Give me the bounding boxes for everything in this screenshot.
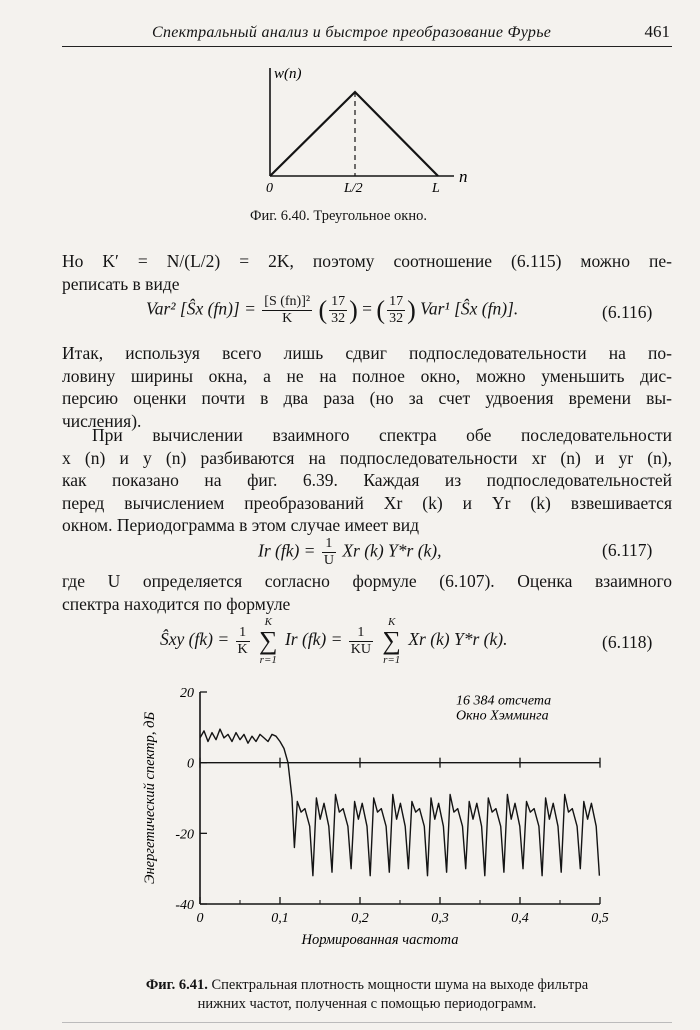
equation-6-118 [160, 616, 507, 666]
y-axis-title: Энергетический спектр, дБ [142, 711, 158, 885]
bottom-rule [62, 1022, 672, 1023]
header-rule [62, 46, 672, 47]
x-tick-label: 0 [196, 911, 204, 926]
x-tick-label: 0,5 [591, 911, 609, 926]
paragraph-3-line-5: окном. Периодограмма в этом случае имеет вид [62, 515, 420, 535]
eq6117-frac-den: U [323, 553, 334, 568]
y-tick-label: 0 [187, 756, 194, 772]
eq6117-frac-num: 1 [322, 536, 336, 553]
eq6118-sum1-top: K [264, 616, 272, 628]
chart-series-layer [200, 729, 599, 876]
eq6116-frac3-num: 17 [389, 294, 404, 309]
paragraph-4-line-2: спектра находится по формуле [62, 593, 291, 614]
eq6118-frac2-den: KU [350, 641, 372, 657]
paragraph-3-line-1: При вычислении взаимного спектра обе последовательности [92, 425, 672, 445]
eq6118-sum1-bottom: r=1 [259, 654, 277, 666]
fig640-tick-0: 0 [266, 181, 273, 196]
x-tick-label: 0,1 [271, 911, 289, 926]
page-number: 461 [644, 22, 670, 41]
eq6118-frac-2 [349, 625, 373, 658]
eq6118-sum2-bottom: r=1 [383, 654, 401, 666]
figure-6-41-caption-line-2: нижних частот, полученная с помощью периодограмм. [197, 996, 537, 1012]
eq6116-eq-sign: = [362, 298, 373, 319]
eq6116-frac1-den: K [282, 311, 293, 326]
annotation-line-1: 16 384 отсчета [456, 693, 552, 709]
figure-6-41-caption [62, 976, 672, 1014]
eq6118-sum-2: K ∑ r=1 [382, 616, 401, 666]
paragraph-1-line-1: Но K′ = N/(L/2) = 2K, поэтому соотношение (6.115) можно пе- [62, 251, 672, 271]
eq6116-frac2-den: 32 [331, 311, 346, 326]
spectrum-series-line [200, 729, 599, 876]
chart-labels [142, 686, 609, 948]
eq6116-frac-2 [329, 294, 347, 327]
figure-6-40-triangular-window [254, 58, 484, 203]
eq6116-frac1-num: [S (fn)]² [264, 294, 311, 309]
paragraph-2-line-2: ловину ширины окна, а не на полное окно, можно уменьшить дис- [62, 365, 672, 386]
eq6118-sum2-top: K [388, 616, 396, 628]
eq6118-sum-1: K ∑ r=1 [259, 616, 278, 666]
x-axis-title: Нормированная частота [301, 932, 459, 948]
eq6118-frac1-den: K [237, 641, 248, 657]
paragraph-4 [62, 570, 672, 615]
paragraph-3 [62, 424, 672, 537]
eq6116-frac-1 [262, 294, 312, 327]
eq6116-frac3-den: 32 [389, 311, 404, 326]
eq6118-frac2-num: 1 [349, 625, 373, 642]
eq6118-rhs: Xr (k) Y*r (k). [408, 629, 508, 650]
paragraph-2-line-4: числения). [62, 410, 142, 431]
y-tick-label: -40 [175, 898, 194, 913]
eq6118-frac1-num: 1 [236, 625, 250, 642]
equation-6-117 [258, 536, 442, 569]
paragraph-3-line-2: x (n) и y (n) разбиваются на подпоследовательности xr (n) и yr (n), [62, 447, 672, 468]
triangular-window-curve [270, 92, 438, 176]
fig640-y-label: w(n) [274, 66, 302, 82]
y-tick-label: 20 [180, 686, 194, 701]
y-tick-label: -20 [175, 827, 194, 843]
x-tick-label: 0,2 [351, 911, 369, 926]
annotation-line-2: Окно Хэмминга [456, 708, 549, 724]
paragraph-3-line-3: как показано на фиг. 6.39. Каждая из подпоследовательностей [62, 470, 672, 490]
fig640-tick-mid: L/2 [344, 181, 363, 196]
chart-axes [200, 692, 600, 904]
figure-6-41-caption-line-1: Спектральная плотность мощности шума на выходе фильтра [211, 977, 589, 993]
equation-6-118-number: (6.118) [602, 632, 653, 652]
paragraph-3-line-4: перед вычислением преобразований Xr (k) и Yr (k) взвешивается [62, 492, 672, 513]
eq6117-rhs: Xr (k) Y*r (k), [342, 540, 442, 561]
eq6117-lhs: Ir (fk) = [258, 540, 316, 561]
x-tick-label: 0,4 [511, 911, 529, 926]
paragraph-4-line-1: где U определяется согласно формуле (6.107). Оценка взаимного [62, 571, 672, 591]
figure-6-40-caption-num: Фиг. 6.40. [250, 208, 310, 224]
paragraph-1 [62, 250, 672, 295]
figure-6-41-chart [140, 684, 620, 964]
equation-6-116-number: (6.116) [602, 302, 653, 322]
running-title: Спектральный анализ и быстрое преобразование Фурье [152, 24, 552, 41]
fig640-tick-end: L [432, 181, 440, 196]
fig640-x-label: n [459, 167, 468, 186]
eq6116-lhs: Var² [Ŝx (fn)] = [146, 298, 256, 319]
eq6118-lhs: Ŝxy (fk) = [160, 629, 230, 650]
paragraph-2-line-3: персию оценки почти в два раза (но за счет удвоения времени вы- [62, 388, 672, 408]
eq6118-frac-1 [236, 625, 250, 658]
eq6118-mid: Ir (fk) = [284, 629, 343, 650]
eq6116-rhs: Var¹ [Ŝx (fn)]. [420, 298, 519, 319]
figure-6-40-caption [250, 208, 427, 225]
eq6116-frac2-num: 17 [331, 294, 346, 309]
x-tick-label: 0,3 [431, 911, 449, 926]
paragraph-1-line-2: реписать в виде [62, 273, 180, 294]
paragraph-2-line-1: Итак, используя всего лишь сдвиг подпоследовательности на по- [62, 343, 672, 363]
figure-6-40-caption-text: Треугольное окно. [313, 208, 427, 224]
paragraph-2 [62, 342, 672, 432]
eq6117-frac [322, 536, 336, 569]
figure-6-41-caption-num: Фиг. 6.41. [145, 977, 208, 993]
equation-6-116: Var² [Ŝx (fn)] = $\frac{\text{[S (fn)]²}}{K}$ ( $\frac{17}{32}$ ) = ( $\frac{17}{32}$ ) Var¹ [Ŝx (fn)]. [146, 294, 519, 326]
eq6116-frac-3 [387, 294, 405, 327]
equation-6-117-number: (6.117) [602, 540, 653, 560]
page-header [62, 20, 672, 46]
